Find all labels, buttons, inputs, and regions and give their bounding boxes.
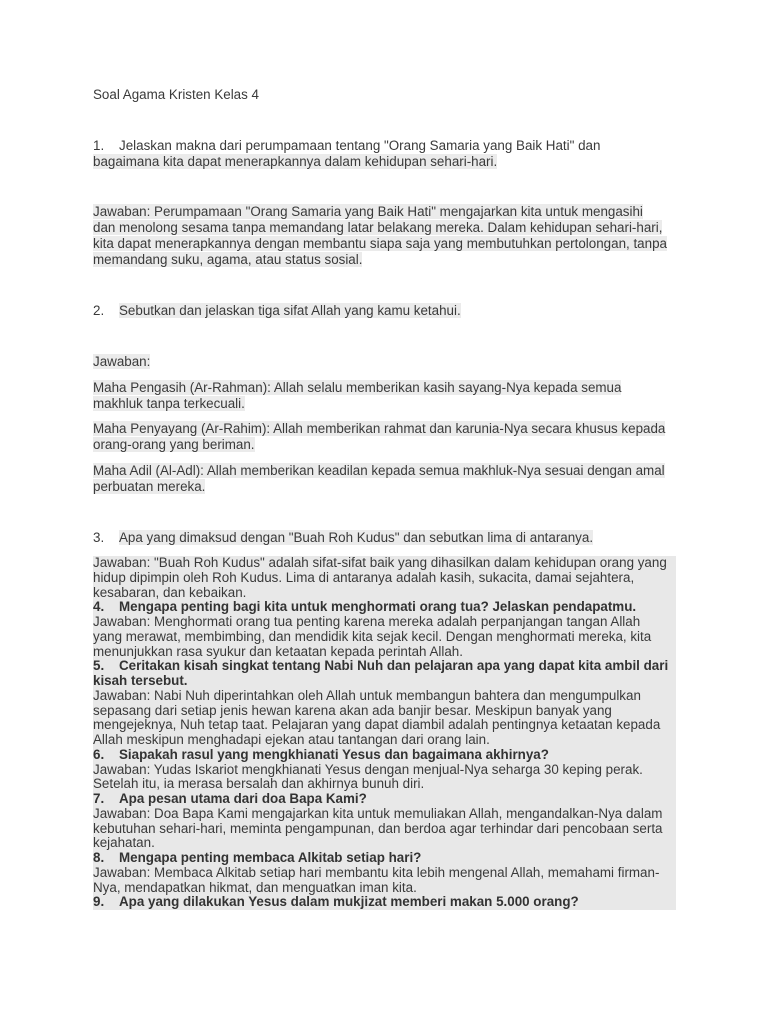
answer-line: Allah meskipun menghadapi ejekan atau tantangan dari orang lain.	[93, 732, 490, 747]
question-text: Ceritakan kisah singkat tentang Nabi Nuh dan pelajaran apa yang dapat kita ambil dari	[119, 658, 669, 674]
answer-2-item-3	[93, 463, 676, 495]
answer-line: kita dapat menerapkannya dengan membantu siapa saja yang membutuhkan pertolongan, tanpa	[93, 236, 667, 251]
question-number: 5.	[93, 658, 105, 674]
answer-line: Jawaban: Doa Bapa Kami mengajarkan kita untuk memuliakan Allah, mengandalkan-Nya dalam	[93, 805, 663, 821]
answer-line: Jawaban: Nabi Nuh diperintahkan oleh Allah untuk membangun bahtera dan mengumpulkan	[93, 687, 641, 703]
question-8	[93, 851, 676, 866]
answer-4	[93, 615, 676, 659]
question-number: 3.	[93, 530, 105, 545]
question-number: 4.	[93, 599, 105, 615]
answer-2-item-1	[93, 380, 676, 412]
answer-line: Jawaban: Yudas Iskariot mengkhianati Yesus dengan menjual-Nya seharga 30 keping perak.	[93, 761, 643, 777]
answer-label: Jawaban:	[93, 354, 151, 369]
question-text: Siapakah rasul yang mengkhianati Yesus dan bagaimana akhirnya?	[119, 746, 549, 762]
question-text: bagaimana kita dapat menerapkannya dalam kehidupan sehari-hari.	[93, 154, 498, 169]
answer-line: kejahatan.	[93, 835, 155, 851]
answer-line: Nya, mendapatkan hikmat, dan menguatkan iman kita.	[93, 879, 417, 895]
answer-line: makhluk tanpa terkecuali.	[93, 396, 245, 411]
question-text: Apa yang dimaksud dengan "Buah Roh Kudus" dan sebutkan lima di antaranya.	[119, 530, 594, 545]
answer-2-label	[93, 354, 676, 370]
answer-line: Maha Penyayang (Ar-Rahim): Allah memberikan rahmat dan karunia-Nya secara khusus kepada	[93, 421, 666, 436]
question-4	[93, 600, 676, 615]
question-2	[93, 303, 676, 319]
answer-line: yang merawat, membimbing, dan mendidik kita sejak kecil. Dengan menghormati mereka, kita	[93, 628, 652, 644]
question-6	[93, 748, 676, 763]
question-1	[93, 138, 676, 170]
answer-8	[93, 866, 676, 896]
answer-line: Maha Pengasih (Ar-Rahman): Allah selalu memberikan kasih sayang-Nya kepada semua	[93, 380, 622, 395]
answer-line: menunjukkan rasa syukur dan ketaatan kepada perintah Allah.	[93, 643, 463, 659]
answer-3	[93, 556, 676, 600]
answer-line: hidup dipimpin oleh Roh Kudus. Lima di antaranya adalah kasih, sukacita, damai sejahtera,	[93, 569, 635, 585]
answer-7	[93, 807, 676, 851]
answer-line: Jawaban: Membaca Alkitab setiap hari membantu kita lebih mengenal Allah, memahami firman-	[93, 864, 660, 880]
answer-line: sepasang dari setiap jenis hewan karena akan ada banjir besar. Meskipun banyak yang	[93, 702, 612, 718]
question-number: 9.	[93, 894, 105, 910]
answer-line: memandang suku, agama, atau status sosial.	[93, 252, 363, 267]
question-number: 7.	[93, 791, 105, 806]
question-text: kisah tersebut.	[93, 673, 188, 688]
answer-line: kesabaran, dan kebaikan.	[93, 584, 247, 600]
question-text: Mengapa penting bagi kita untuk menghormati orang tua? Jelaskan pendapatmu.	[119, 599, 637, 615]
question-5	[93, 659, 676, 689]
answer-2-item-2	[93, 421, 676, 453]
question-text: Apa yang dilakukan Yesus dalam mukjizat memberi makan 5.000 orang?	[119, 894, 579, 910]
question-number: 6.	[93, 746, 105, 762]
answer-line: perbuatan mereka.	[93, 479, 206, 494]
answer-line: Jawaban: "Buah Roh Kudus" adalah sifat-sifat baik yang dihasilkan dalam kehidupan orang yang	[93, 555, 667, 570]
answer-1	[93, 204, 676, 268]
answer-line: Jawaban: Menghormati orang tua penting karena mereka adalah perpanjangan tangan Allah	[93, 614, 641, 629]
answer-line: orang-orang yang beriman.	[93, 437, 255, 452]
question-9	[93, 895, 676, 910]
question-text: Apa pesan utama dari doa Bapa Kami?	[119, 791, 367, 806]
document-title: Soal Agama Kristen Kelas 4	[93, 87, 259, 102]
question-7	[93, 792, 676, 807]
question-number: 1.	[93, 138, 105, 153]
question-number: 8.	[93, 850, 105, 865]
question-3	[93, 530, 676, 546]
question-number: 2.	[93, 303, 105, 318]
answer-6	[93, 763, 676, 793]
answer-line: Maha Adil (Al-Adl): Allah memberikan keadilan kepada semua makhluk-Nya sesuai dengan amal	[93, 463, 665, 478]
dense-qa-section	[93, 556, 676, 910]
answer-line: kebutuhan sehari-hari, meminta pengampunan, dan berdoa agar terhindar dari pencobaan serta	[93, 820, 663, 836]
answer-line: mengejeknya, Nuh tetap taat. Pelajaran yang dapat diambil adalah pentingnya ketaatan kepada	[93, 717, 661, 733]
answer-line: dan menolong sesama tanpa memandang latar belakang mereka. Dalam kehidupan sehari-hari,	[93, 220, 663, 235]
question-text: Sebutkan dan jelaskan tiga sifat Allah yang kamu ketahui.	[119, 303, 461, 318]
answer-line: Jawaban: Perumpamaan "Orang Samaria yang Baik Hati" mengajarkan kita untuk mengasihi	[93, 204, 643, 219]
answer-line: Setelah itu, ia merasa bersalah dan akhirnya bunuh diri.	[93, 776, 425, 792]
answer-5	[93, 689, 676, 748]
question-text: Mengapa penting membaca Alkitab setiap hari?	[119, 850, 422, 865]
question-text: Jelaskan makna dari perumpamaan tentang "Orang Samaria yang Baik Hati" dan	[119, 138, 601, 153]
